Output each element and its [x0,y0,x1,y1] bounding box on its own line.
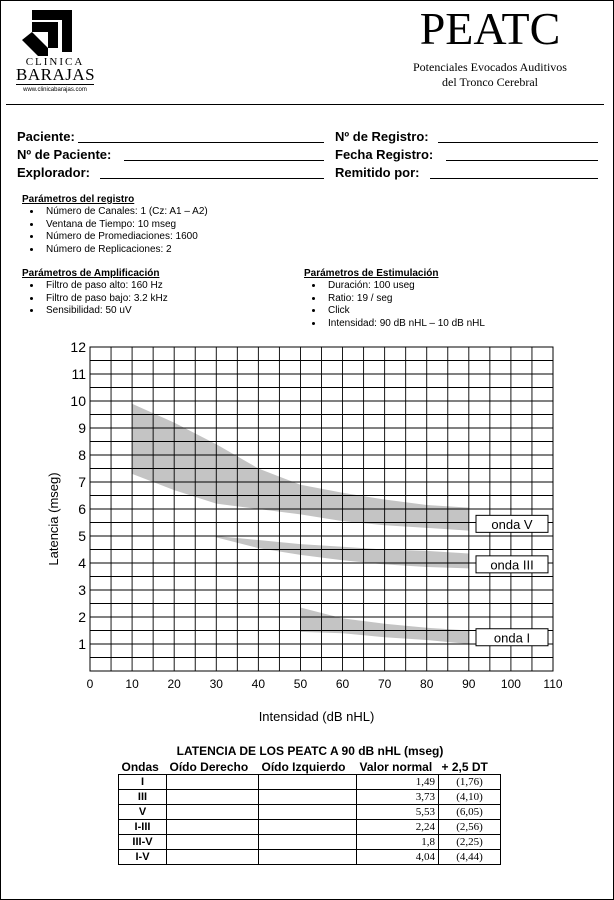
y-tick-label: 8 [78,447,86,463]
y-tick-label: 3 [78,582,86,598]
normal-value-cell: 4,04 [357,850,439,865]
x-axis-label: Intensidad (dB nHL) [258,709,375,724]
subtitle-line1: Potenciales Evocados Auditivos [413,60,567,74]
x-tick-label: 70 [377,677,392,691]
table-row [119,790,501,805]
amplificacion-section-title: Parámetros de Amplificación [22,268,160,279]
list-item: • Número de Replicaciones: 2 [42,244,208,257]
y-tick-label: 2 [78,609,86,625]
series-label: onda V [491,516,533,532]
paciente-field[interactable] [78,142,324,143]
series-label: onda I [493,630,531,646]
series-label: onda III [490,557,534,573]
remitido-field[interactable] [430,178,598,179]
x-tick-label: 30 [209,677,223,691]
table-body [119,775,501,865]
explorador-label: Explorador: [17,165,90,180]
x-tick-label: 90 [462,677,476,691]
derecho-cell[interactable] [167,820,259,835]
clinic-name-line1: CLINICA [25,56,85,68]
x-tick-label: 100 [500,677,521,691]
normal-value-cell: 2,24 [357,820,439,835]
table-title: LATENCIA DE LOS PEATC A 90 dB nHL (mseg) [176,744,444,758]
x-tick-label: 0 [86,677,94,691]
derecho-cell[interactable] [167,805,259,820]
x-tick-label: 60 [335,677,350,691]
table-row [119,775,501,790]
y-tick-label: 1 [78,636,86,652]
onda-cell: III [119,790,167,805]
remitido-label: Remitido por: [335,165,420,180]
normal-value-cell: 5,53 [357,805,439,820]
fecha-field[interactable] [446,160,598,161]
derecho-cell[interactable] [167,850,259,865]
registro-list [20,206,208,256]
x-tick-label: 80 [420,677,434,691]
page-subtitle [380,60,600,90]
latency-table [118,760,501,865]
list-item: • Duración: 100 useg [324,280,485,293]
onda-cell: I [119,775,167,790]
registro-label: Nº de Registro: [335,129,429,144]
registro-section-title: Parámetros del registro [22,194,135,205]
y-tick-label: 4 [78,555,86,571]
paciente-label: Paciente: [17,129,75,144]
y-tick-label: 12 [70,339,86,355]
list-item: • Sensibilidad: 50 uV [42,305,168,318]
onda-cell: I-V [119,850,167,865]
dt-value-cell: (2,56) [439,820,501,835]
izquierdo-cell[interactable] [259,805,357,820]
x-tick-label: 10 [125,677,139,691]
list-item: • Ratio: 19 / seg [324,293,485,306]
normal-value-cell: 1,8 [357,835,439,850]
izquierdo-cell[interactable] [259,775,357,790]
list-item: • Click [324,305,485,318]
izquierdo-cell[interactable] [259,850,357,865]
izquierdo-cell[interactable] [259,835,357,850]
dt-value-cell: (6,05) [439,805,501,820]
estimulacion-section-title: Parámetros de Estimulación [304,268,439,279]
page-title: PEATC [419,3,561,54]
derecho-cell[interactable] [167,835,259,850]
onda-cell: V [119,805,167,820]
registro-field[interactable] [438,142,598,143]
list-item: • Número de Promediaciones: 1600 [42,231,208,244]
col-header-ondas: Ondas [119,760,167,775]
explorador-field[interactable] [100,178,324,179]
col-header-izquierdo: Oído Izquierdo [259,760,357,775]
x-tick-label: 40 [251,677,266,691]
dt-value-cell: (4,10) [439,790,501,805]
col-header-dt: + 2,5 DT [439,760,501,775]
table-row [119,805,501,820]
latency-chart [0,333,614,733]
izquierdo-cell[interactable] [259,790,357,805]
dt-value-cell: (4,44) [439,850,501,865]
x-tick-label: 50 [293,677,308,691]
x-tick-label: 110 [543,677,563,691]
amplificacion-list [20,280,168,318]
izquierdo-cell[interactable] [259,820,357,835]
y-tick-label: 6 [78,501,86,517]
list-item: • Número de Canales: 1 (Cz: A1 – A2) [42,206,208,219]
y-tick-label: 10 [70,393,86,409]
onda-cell: III-V [119,835,167,850]
derecho-cell[interactable] [167,775,259,790]
list-item: • Intensidad: 90 dB nHL – 10 dB nHL [324,318,485,331]
list-item: • Filtro de paso bajo: 3.2 kHz [42,293,168,306]
clinic-name-line2: BARAJAS [16,65,96,84]
col-header-normal: Valor normal [357,760,439,775]
table-row [119,820,501,835]
table-row [119,835,501,850]
list-item: • Ventana de Tiempo: 10 mseg [42,219,208,232]
num-paciente-label: Nº de Paciente: [17,147,112,162]
num-paciente-field[interactable] [124,160,324,161]
clinic-url: www.clinicabarajas.com [23,87,87,93]
dt-value-cell: (2,25) [439,835,501,850]
header-divider [6,104,604,105]
dt-value-cell: (1,76) [439,775,501,790]
y-tick-label: 5 [78,528,86,544]
fecha-label: Fecha Registro: [335,147,434,162]
y-tick-label: 7 [78,474,86,490]
normal-value-cell: 1,49 [357,775,439,790]
onda-cell: I-III [119,820,167,835]
estimulacion-list [302,280,485,330]
x-tick-label: 20 [167,677,181,691]
table-row [119,850,501,865]
y-axis-label: Latencia (mseg) [46,472,61,566]
y-tick-label: 9 [78,420,86,436]
y-tick-label: 11 [71,366,86,382]
normal-value-cell: 3,73 [357,790,439,805]
col-header-derecho: Oído Derecho [167,760,259,775]
list-item: • Filtro de paso alto: 160 Hz [42,280,168,293]
subtitle-line2: del Tronco Cerebral [442,75,538,89]
derecho-cell[interactable] [167,790,259,805]
